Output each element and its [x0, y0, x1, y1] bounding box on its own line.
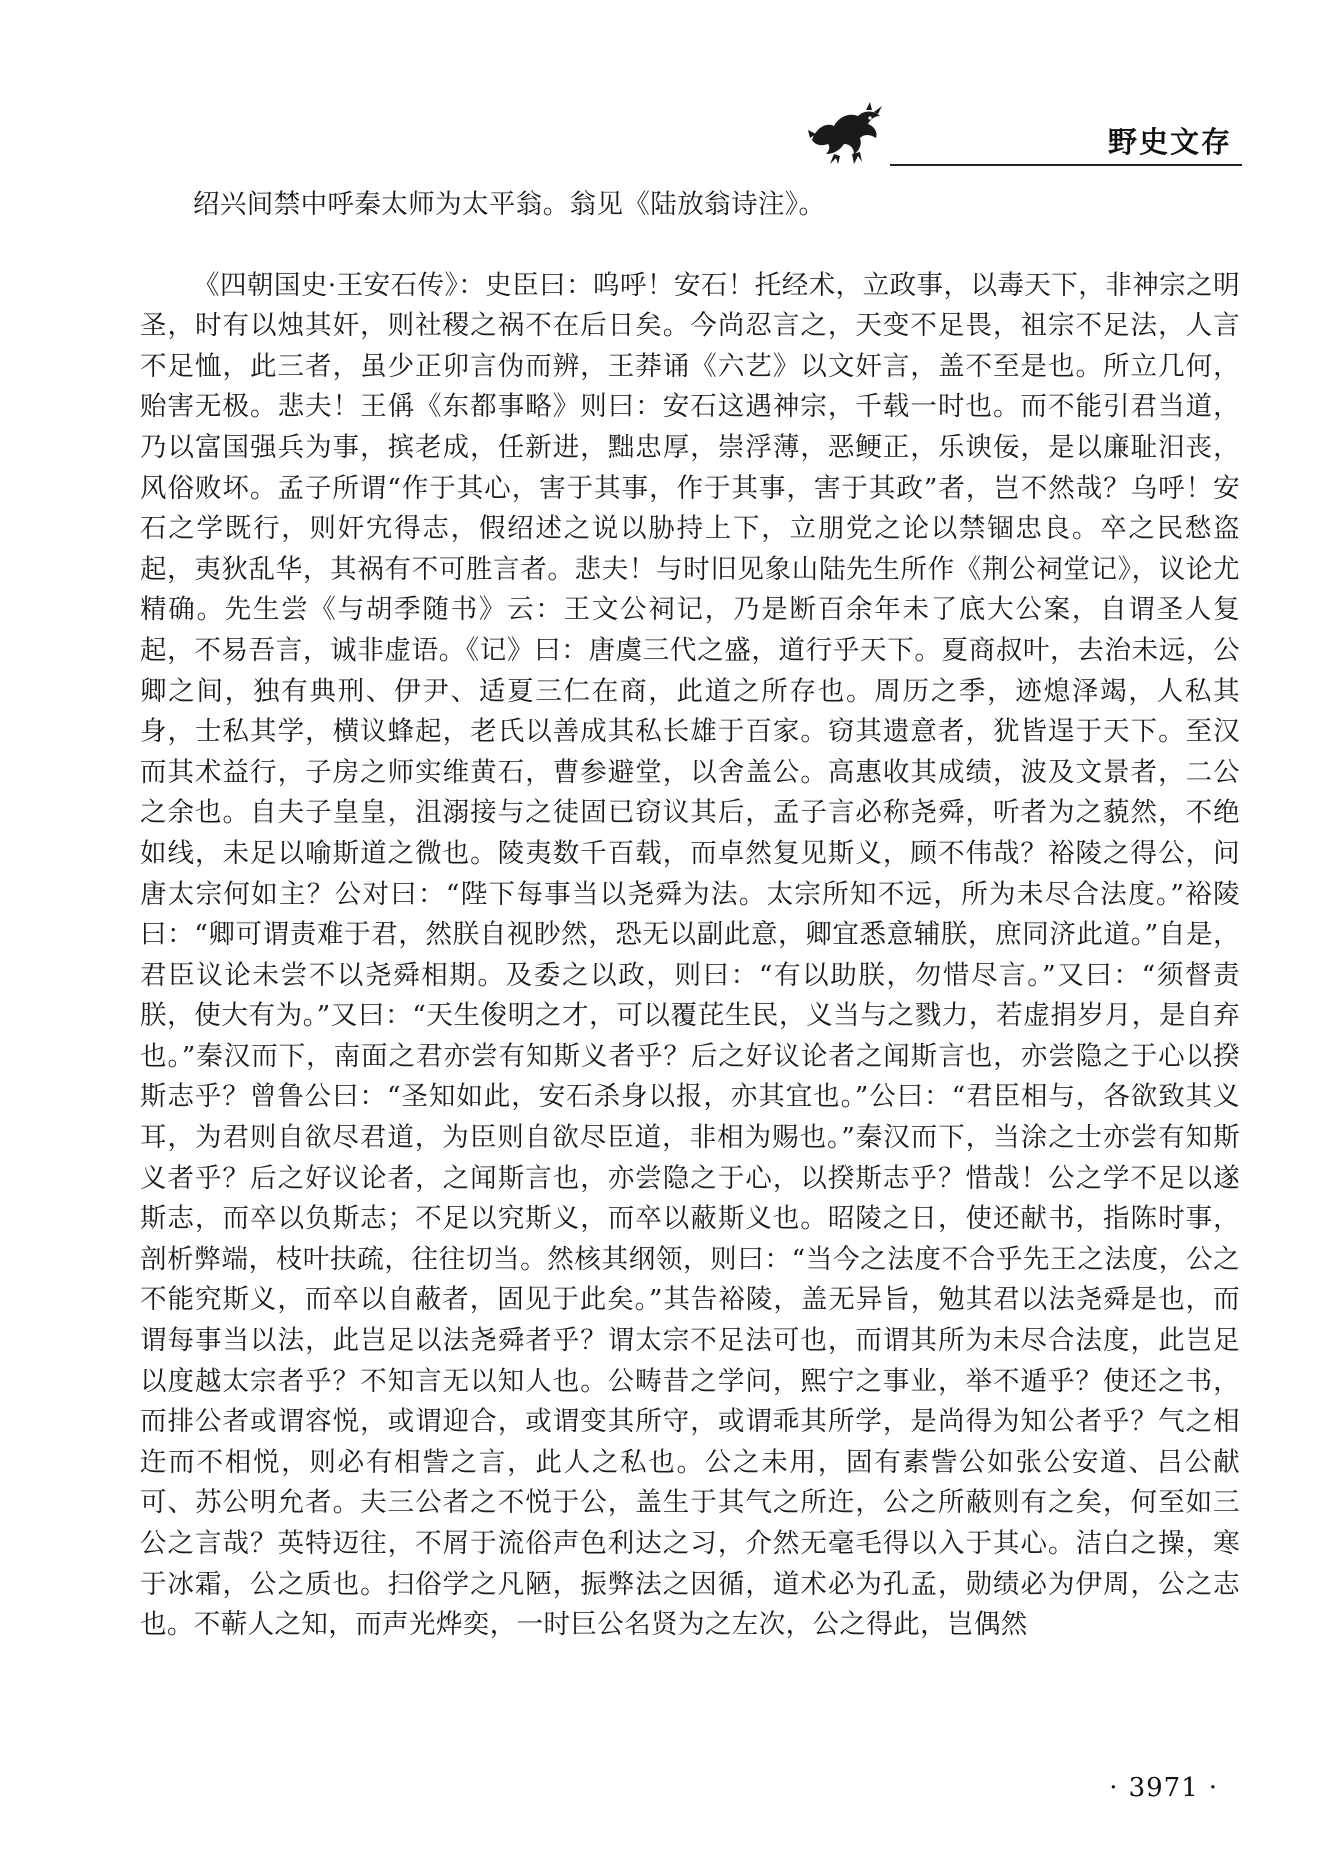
header-rule [890, 164, 1242, 166]
paragraph-1: 绍兴间禁中呼秦太师为太平翁。翁见《陆放翁诗注》。 [193, 189, 826, 220]
page-number-bullet-left: · [1109, 1773, 1119, 1803]
page-number-bullet-right: · [1208, 1773, 1218, 1803]
dragon-emblem-icon [804, 100, 886, 166]
page-number [1099, 1773, 1228, 1803]
header-title: 野史文存 [1107, 125, 1232, 159]
body-text [140, 185, 1240, 1646]
paragraph-2: 《四朝国史·王安石传》：史臣曰：呜呼！安石！托经术，立政事，以毒天下，非神宗之明圣，时有以烛其奸，则社稷之祸不在后日矣。今尚忍言之，天变不足畏，祖宗不足法，人言不足恤，此三者，虽少正卯言伪而辨，王莽诵《六艺》以文奸言，盖不至是也。所立几何，贻害无极。悲夫！王偁《东都事略》则曰：安石这遇神宗，千载一时也。而不能引君当道，乃以富国强兵为事，摈老成，任新进，黜忠厚，崇浮薄，恶鲠正，乐谀佞，是以廉耻汨丧，风俗败坏。孟子所谓“作于其心，害于其事，作于其事，害于其政”者，岂不然哉？乌呼！安石之学既行，则奸宄得志，假绍述之说以胁持上下，立朋党之论以禁锢忠良。卒之民愁盗起，夷狄乱华，其祸有不可胜言者。悲夫！与时旧见象山陆先生所作《荆公祠堂记》，议论尤精确。先生尝《与胡季随书》云：王文公祠记，乃是断百余年未了底大公案，自谓圣人复起，不易吾言，诚非虚语。《记》曰：唐虞三代之盛，道行乎天下。夏商叔叶，去治未远，公卿之间，独有典刑、伊尹、适夏三仁在商，此道之所存也。周历之季，迹熄泽竭，人私其身，士私其学，横议蜂起，老氏以善成其私长雄于百家。窃其遗意者，犹皆逞于天下。至汉而其术益行，子房之师实维黄石，曹参避堂，以舍盖公。高惠收其成绩，波及文景者，二公之余也。自夫子皇皇，沮溺接与之徒固已窃议其后，孟子言必称尧舜，听者为之藐然，不绝如线，未足以喻斯道之微也。陵夷数千百载，而卓然复见斯义，顾不伟哉？裕陵之得公，问唐太宗何如主？公对曰：“陛下每事当以尧舜为法。太宗所知不远，所为未尽合法度。”裕陵曰：“卿可谓责难于君，然朕自视眇然，恐无以副此意，卿宜悉意辅朕，庶同济此道。”自是，君臣议论未尝不以尧舜相期。及委之以政，则曰：“有以助朕，勿惜尽言。”又曰：“须督责朕，使大有为。”又曰：“天生俊明之才，可以覆芘生民，义当与之戮力，若虚捐岁月，是自弃也。”秦汉而下，南面之君亦尝有知斯义者乎？后之好议论者之闻斯言也，亦尝隐之于心以揆斯志乎？曾鲁公曰：“圣知如此，安石杀身以报，亦其宜也。”公曰：“君臣相与，各欲致其义耳，为君则自欲尽君道，为臣则自欲尽臣道，非相为赐也。”秦汉而下，当涂之士亦尝有知斯义者乎？后之好议论者，之闻斯言也，亦尝隐之于心，以揆斯志乎？惜哉！公之学不足以遂斯志，而卒以负斯志；不足以究斯义，而卒以蔽斯义也。昭陵之日，使还献书，指陈时事，剖析弊端，枝叶扶疏，往往切当。然核其纲领，则曰：“当今之法度不合乎先王之法度，公之不能究斯义，而卒以自蔽者，固见于此矣。”其告裕陵，盖无异旨，勉其君以法尧舜是也，而谓每事当以法，此岂足以法尧舜者乎？谓太宗不足法可也，而谓其所为未尽合法度，此岂足以度越太宗者乎？不知言无以知人也。公畴昔之学问，熙宁之事业，举不遁乎？使还之书，而排公者或谓容悦，或谓迎合，或谓变其所守，或谓乖其所学，是尚得为知公者乎？气之相迕而不相悦，则必有相訾之言，此人之私也。公之未用，固有素訾公如张公安道、吕公献可、苏公明允者。夫三公者之不悦于公，盖生于其气之所迕，公之所蔽则有之矣，何至如三公之言哉？英特迈往，不屑于流俗声色利达之习，介然无毫毛得以入于其心。洁白之操，寒于冰霜，公之质也。扫俗学之凡陋，振弊法之因循，道术必为孔孟，勋绩必为伊周，公之志也。不蕲人之知，而声光烨奕，一时巨公名贤为之左次，公之得此，岂偶然 [140, 269, 1240, 1641]
page-number-value: 3971 [1128, 1773, 1199, 1803]
running-header [800, 96, 1242, 176]
